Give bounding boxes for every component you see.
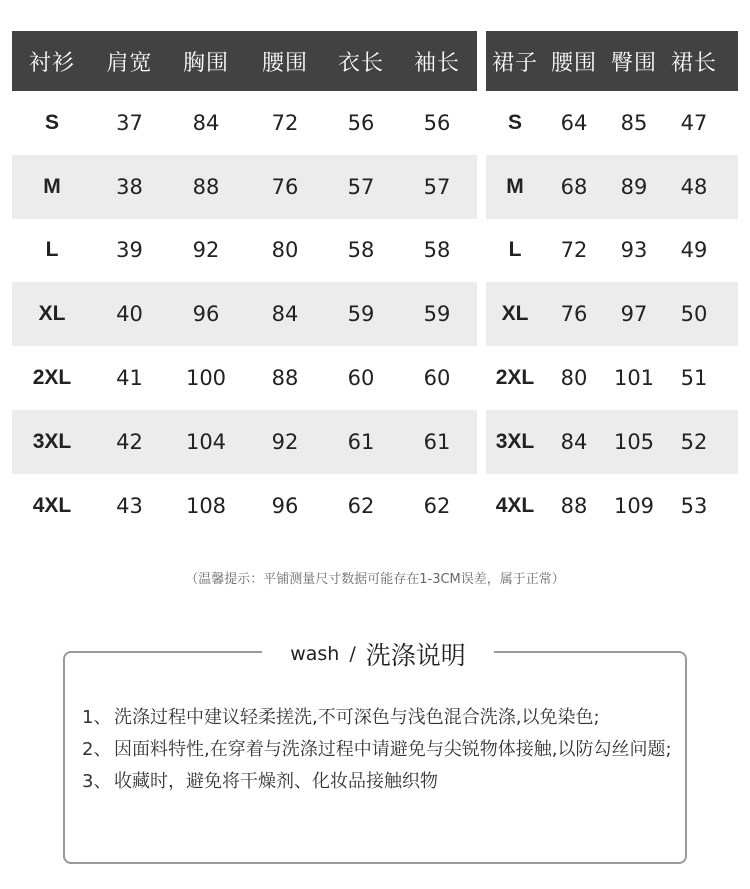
- table-row: [486, 282, 738, 346]
- header-cell: 衣长: [337, 50, 384, 76]
- list-item-text: 因面料特性,在穿着与洗涤过程中请避免与尖锐物体接触,以防勾丝问题;: [114, 739, 672, 760]
- value-cell: 64: [560, 110, 588, 135]
- value-cell: 40: [116, 302, 143, 327]
- size-cell: 3XL: [495, 429, 535, 453]
- value-cell: 84: [560, 429, 588, 454]
- list-item-number: 1、: [82, 707, 112, 728]
- size-cell: XL: [38, 302, 66, 326]
- header-cell: 裙长: [670, 50, 717, 76]
- table-row: [12, 474, 477, 538]
- value-cell: 108: [185, 493, 227, 518]
- value-cell: 88: [560, 493, 588, 518]
- header-cell: 肩宽: [106, 50, 153, 76]
- size-cell: S: [507, 110, 522, 134]
- value-cell: 68: [560, 174, 588, 199]
- value-cell: 80: [560, 366, 588, 391]
- value-cell: 105: [613, 429, 655, 454]
- value-cell: 52: [680, 429, 708, 454]
- header-cell: 臀围: [610, 50, 657, 76]
- list-item-number: 2、: [82, 739, 112, 760]
- header-cell: 腰围: [261, 50, 308, 76]
- value-cell: 59: [423, 302, 451, 327]
- size-cell: L: [45, 238, 59, 262]
- skirt-size-table: [486, 31, 738, 538]
- size-cell: M: [506, 174, 524, 198]
- value-cell: 51: [680, 366, 708, 391]
- size-cell: 2XL: [32, 366, 72, 390]
- value-cell: 62: [347, 493, 375, 518]
- value-cell: 60: [423, 366, 451, 391]
- value-cell: 76: [271, 174, 299, 199]
- wash-instructions-list: [82, 702, 682, 798]
- value-cell: 96: [271, 493, 299, 518]
- value-cell: 53: [680, 493, 708, 518]
- size-cell: 2XL: [495, 366, 535, 390]
- value-cell: 97: [620, 302, 648, 327]
- value-cell: 101: [613, 366, 655, 391]
- value-cell: 92: [192, 238, 220, 263]
- shirt-size-table: [12, 31, 477, 538]
- list-item-number: 3、: [82, 771, 112, 792]
- shirt-table-header: [12, 31, 477, 91]
- value-cell: 47: [680, 110, 708, 135]
- value-cell: 61: [423, 429, 451, 454]
- size-cell: S: [44, 110, 59, 134]
- value-cell: 39: [116, 238, 143, 263]
- table-row: [12, 219, 477, 283]
- table-row: [486, 474, 738, 538]
- wash-title: [262, 637, 494, 671]
- header-cell: 袖长: [413, 50, 460, 76]
- list-item: [82, 734, 682, 766]
- table-row: [12, 346, 477, 410]
- measurement-note: （温馨提示：平铺测量尺寸数据可能存在1-3CM误差，属于正常）: [185, 572, 565, 587]
- size-cell: 3XL: [32, 429, 72, 453]
- wash-title-separator: /: [349, 643, 356, 665]
- value-cell: 92: [271, 429, 299, 454]
- value-cell: 76: [560, 302, 588, 327]
- value-cell: 59: [347, 302, 375, 327]
- value-cell: 58: [347, 238, 375, 263]
- value-cell: 43: [116, 493, 143, 518]
- value-cell: 84: [192, 110, 220, 135]
- value-cell: 93: [620, 238, 648, 263]
- list-item-text: 洗涤过程中建议轻柔搓洗,不可深色与浅色混合洗涤,以免染色;: [114, 707, 600, 728]
- value-cell: 104: [185, 429, 227, 454]
- value-cell: 61: [347, 429, 375, 454]
- value-cell: 56: [347, 110, 375, 135]
- value-cell: 49: [680, 238, 708, 263]
- value-cell: 72: [560, 238, 588, 263]
- value-cell: 41: [116, 366, 143, 391]
- table-row: [486, 346, 738, 410]
- size-cell: 4XL: [32, 493, 72, 517]
- table-row: [486, 155, 738, 219]
- table-row: [12, 410, 477, 474]
- value-cell: 96: [192, 302, 220, 327]
- value-cell: 42: [116, 429, 143, 454]
- value-cell: 48: [680, 174, 708, 199]
- table-row: [12, 155, 477, 219]
- value-cell: 38: [116, 174, 143, 199]
- value-cell: 57: [347, 174, 375, 199]
- value-cell: 88: [271, 366, 299, 391]
- value-cell: 57: [423, 174, 451, 199]
- value-cell: 50: [680, 302, 708, 327]
- value-cell: 80: [271, 238, 299, 263]
- list-item-text: 收藏时，避免将干燥剂、化妆品接触织物: [114, 771, 438, 792]
- value-cell: 58: [423, 238, 451, 263]
- value-cell: 88: [192, 174, 220, 199]
- header-cell: 胸围: [182, 50, 229, 76]
- size-cell: XL: [501, 302, 529, 326]
- size-cell: L: [508, 238, 522, 262]
- table-row: [486, 219, 738, 283]
- value-cell: 89: [620, 174, 648, 199]
- skirt-table-header: [486, 31, 738, 91]
- header-cell: 裙子: [491, 50, 538, 76]
- header-cell: 腰围: [550, 50, 597, 76]
- table-row: [12, 282, 477, 346]
- size-cell: 4XL: [495, 493, 535, 517]
- table-row: [486, 91, 738, 155]
- wash-title-en: wash: [290, 643, 340, 665]
- table-row: [486, 410, 738, 474]
- value-cell: 62: [423, 493, 451, 518]
- value-cell: 85: [620, 110, 648, 135]
- value-cell: 37: [116, 110, 143, 135]
- value-cell: 84: [271, 302, 299, 327]
- table-row: [12, 91, 477, 155]
- value-cell: 109: [613, 493, 655, 518]
- value-cell: 100: [185, 366, 227, 391]
- list-item: [82, 766, 682, 798]
- value-cell: 60: [347, 366, 375, 391]
- list-item: [82, 702, 682, 734]
- value-cell: 56: [423, 110, 451, 135]
- header-cell: 衬衫: [28, 50, 75, 76]
- wash-title-cn: 洗涤说明: [365, 641, 466, 670]
- value-cell: 72: [271, 110, 299, 135]
- size-cell: M: [43, 174, 61, 198]
